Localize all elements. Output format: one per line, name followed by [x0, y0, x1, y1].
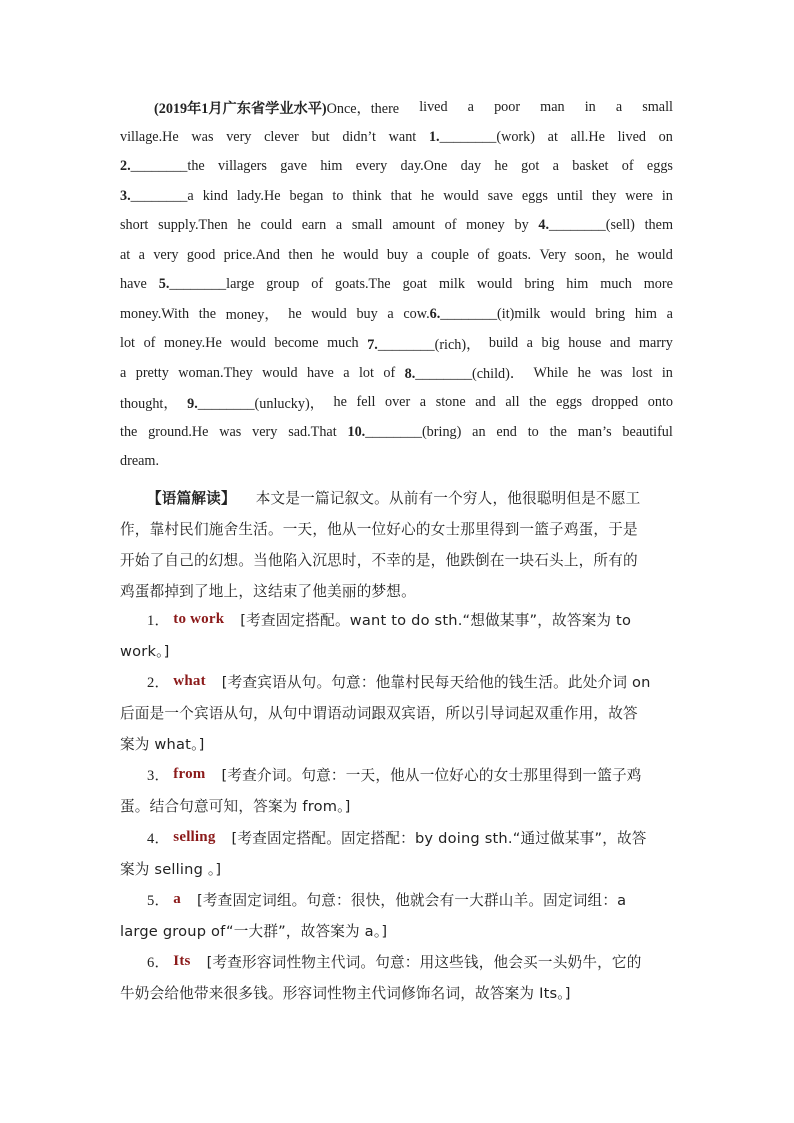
passage-word: man’s	[577, 423, 612, 440]
passage-word: good	[186, 246, 216, 263]
analysis-text: 本文是一篇记叙文。从前有一个穷人，他很聪明但是不愿工	[255, 490, 641, 507]
source-label: (2019年1月广东省学业水平)	[154, 100, 327, 117]
passage-word: milk	[438, 276, 465, 293]
passage-word: them	[644, 217, 673, 234]
cloze-blank-item: 5.________large	[158, 276, 255, 293]
passage-word: stone	[435, 394, 466, 411]
answer-number: 2．	[147, 675, 170, 691]
cloze-blank-item: 1.________(work)	[428, 128, 535, 145]
answer-key: selling	[173, 829, 216, 845]
passage-word: lady.He	[236, 187, 281, 204]
passage-word: fell	[356, 394, 376, 411]
passage-word: he	[494, 158, 508, 175]
passage-word: ground.He	[148, 423, 209, 440]
answer-explanation: [考查固定词组。句意：很快，他就会有一大群山羊。固定词组：a	[197, 892, 627, 909]
passage-word: goats.	[497, 246, 532, 263]
passage-word: goats.The	[335, 276, 391, 293]
passage-word: then	[288, 246, 313, 263]
answer-explanation: [考查形容词性物主代词。句意：用这些钱，他会买一头奶牛，它的	[206, 954, 642, 971]
passage-word: lost	[631, 364, 653, 381]
passage-word: dream.	[120, 453, 159, 470]
passage-word: Very	[539, 246, 567, 263]
passage-word: woman.They	[178, 364, 253, 381]
answer-item	[120, 946, 673, 1008]
answer-explanation: 蛋。结合句意可知，答案为 from。]	[120, 798, 351, 815]
passage-word: lived	[419, 99, 448, 116]
answer-key: from	[173, 766, 206, 782]
passage-word: that	[390, 187, 412, 204]
passage-word: at	[547, 128, 558, 145]
passage-word: day	[460, 158, 482, 175]
passage-word: a	[343, 364, 350, 381]
passage-word: on	[658, 128, 673, 145]
passage-word: was	[191, 128, 214, 145]
passage-word: dropped	[591, 394, 639, 411]
passage-word: he	[577, 364, 591, 381]
answer-explanation: 案为 selling 。]	[120, 861, 222, 878]
answer-key: to work	[173, 611, 225, 627]
passage-word: short	[120, 217, 149, 234]
passage-word: would	[476, 276, 513, 293]
answer-line	[120, 728, 673, 759]
passage-word: big	[541, 335, 560, 352]
passage-word: a	[419, 394, 427, 411]
passage-word: small	[351, 217, 383, 234]
passage-word: supply.Then	[158, 217, 228, 234]
cloze-blank-item: 10.________(bring)	[347, 423, 462, 440]
passage-word: began	[289, 187, 324, 204]
analysis-line	[120, 513, 673, 544]
passage-word: a	[666, 305, 673, 322]
cloze-blank-item: 4.________(sell)	[538, 217, 635, 234]
answer-item	[120, 822, 673, 884]
passage-word: a	[552, 158, 559, 175]
passage-word: him	[634, 305, 657, 322]
passage-word: at	[120, 246, 131, 263]
passage-word: the	[549, 423, 567, 440]
passage-word: couple	[431, 246, 469, 263]
passage-word: him	[566, 276, 589, 293]
answer-line	[120, 822, 673, 853]
answer-explanation: [考查介词。句意：一天，他从一位好心的女士那里得到一篮子鸡	[221, 767, 642, 784]
passage-word: he	[321, 246, 335, 263]
passage-word: lot	[120, 335, 135, 352]
passage-word: earn	[301, 217, 327, 234]
answer-item	[120, 884, 673, 946]
passage-word: a	[335, 217, 343, 234]
passage-word: much	[327, 335, 359, 352]
passage-word: money	[466, 217, 505, 234]
analysis-text: 鸡蛋都掉到了地上，这结束了他美丽的梦想。	[120, 583, 416, 600]
answer-number: 6．	[147, 955, 170, 971]
passage-word: of	[383, 364, 396, 381]
passage-word: thought，	[120, 395, 178, 412]
passage-word: didn’t	[342, 128, 376, 145]
passage-word: would	[342, 246, 379, 263]
passage-word: very	[252, 423, 278, 440]
cloze-blank-item: 7.________(rich)，	[367, 336, 481, 353]
passage-word: lived	[617, 128, 646, 145]
passage-word: have	[307, 364, 334, 381]
passage-word: and	[475, 394, 496, 411]
passage-word: small	[642, 99, 673, 116]
answer-line	[120, 946, 673, 977]
passage-word: of	[621, 158, 634, 175]
passage-word: basket	[572, 158, 609, 175]
passage-word: gave	[280, 158, 308, 175]
passage-word: very	[153, 246, 179, 263]
passage-line	[120, 418, 673, 448]
analysis-line	[120, 544, 673, 575]
answer-key: a	[173, 891, 181, 907]
passage-word: Once，there	[326, 100, 400, 117]
passage-word: could	[260, 217, 293, 234]
passage-word: kind	[202, 187, 228, 204]
cloze-blank-item: 2.________the	[120, 158, 205, 175]
passage-word: he	[288, 305, 302, 322]
passage-word: soon，he	[574, 248, 629, 265]
passage-word: was	[219, 423, 242, 440]
answer-explanation: 后面是一个宾语从句，从句中谓语动词跟双宾语，所以引导词起双重作用，故答	[120, 705, 638, 722]
passage-word: more	[643, 276, 673, 293]
passage-word: he	[420, 187, 435, 204]
passage-word: a	[615, 99, 623, 116]
answer-key: Its	[173, 953, 191, 969]
passage-word: buy	[356, 305, 378, 322]
passage-word: but	[311, 128, 330, 145]
passage-line	[120, 182, 673, 212]
answer-line	[120, 915, 673, 946]
answer-explanation: 案为 what。]	[120, 736, 205, 753]
passage-word: all.He	[570, 128, 605, 145]
passage-line	[120, 152, 673, 182]
passage-word: price.And	[223, 246, 280, 263]
answer-explanation: [考查固定搭配。固定搭配：by doing sth.“通过做某事”，故答	[231, 830, 647, 847]
passage-word: an	[472, 423, 486, 440]
passage-word: day.One	[400, 158, 448, 175]
analysis-text: 作，靠村民们施舍生活。一天，他从一位好心的女士那里得到一篮子鸡蛋，于是	[120, 521, 638, 538]
passage-word: in	[661, 187, 673, 204]
answer-item	[120, 604, 673, 666]
passage-word: bring	[524, 276, 555, 293]
answer-number: 3．	[147, 768, 170, 784]
passage-line	[120, 300, 673, 330]
passage-word: lot	[358, 364, 374, 381]
passage-word: marry	[639, 335, 673, 352]
cloze-blank-item: cow.6.________(it)milk	[403, 305, 541, 322]
passage-word: would	[443, 187, 479, 204]
passage-word: all	[505, 394, 520, 411]
answer-explanation: work。]	[120, 643, 170, 660]
answer-item	[120, 759, 673, 821]
passage-word: every	[355, 158, 388, 175]
passage-line	[120, 388, 673, 418]
answer-line	[120, 697, 673, 728]
passage-word: would	[637, 246, 673, 263]
passage-word: become	[274, 335, 319, 352]
passage-word: to	[332, 187, 344, 204]
passage-word: in	[661, 364, 673, 381]
passage-word: sad.That	[288, 423, 337, 440]
answer-line	[120, 604, 673, 635]
passage-word: build	[488, 335, 519, 352]
passage-word: until	[556, 187, 583, 204]
passage-word: the	[529, 394, 547, 411]
passage-word: clever	[264, 128, 299, 145]
cloze-blank-item: 9.________(unlucky)，	[187, 395, 324, 412]
passage-word: village.He	[120, 128, 179, 145]
passage-line	[120, 270, 673, 300]
passage-word: have	[120, 276, 147, 293]
passage-word: house	[568, 335, 602, 352]
passage-word: money.He	[163, 335, 222, 352]
passage-word: think	[352, 187, 382, 204]
passage-word: in	[584, 99, 596, 116]
passage-word: to	[527, 423, 539, 440]
answer-number: 5．	[147, 893, 170, 909]
answer-number: 1．	[147, 613, 170, 629]
analysis-text: 开始了自己的幻想。当他陷入沉思时，不幸的是，他跌倒在一块石头上，所有的	[120, 552, 638, 569]
passage-word: save	[487, 187, 513, 204]
passage-word: the	[120, 423, 138, 440]
passage-word: over	[384, 394, 411, 411]
passage-word: villagers	[218, 158, 267, 175]
analysis-line	[120, 482, 673, 513]
answer-key: what	[173, 673, 206, 689]
passage-word: were	[625, 187, 653, 204]
passage-word: a	[387, 305, 394, 322]
passage-word: money，	[225, 307, 279, 324]
passage-word: and	[609, 335, 631, 352]
passage-word: him	[320, 158, 343, 175]
passage-word: goat	[402, 276, 427, 293]
passage-word: end	[496, 423, 517, 440]
passage-word: beautiful	[622, 423, 673, 440]
passage-line	[120, 241, 673, 271]
answer-line	[120, 790, 673, 821]
answer-line	[120, 666, 673, 697]
passage-word: very	[226, 128, 252, 145]
passage-word: he	[237, 217, 251, 234]
passage-word: want	[388, 128, 417, 145]
passage-line	[120, 447, 673, 477]
passage-word: of	[444, 217, 457, 234]
passage-word: While	[533, 364, 569, 381]
passage-word: much	[600, 276, 632, 293]
passage-word: of	[477, 246, 490, 263]
passage-word: poor	[494, 99, 521, 116]
passage-word: money.With	[120, 305, 190, 322]
passage-word: eggs	[646, 158, 673, 175]
answer-line	[120, 977, 673, 1008]
passage-word: pretty	[135, 364, 169, 381]
passage-source-and-first-word	[154, 98, 399, 118]
answer-line	[120, 759, 673, 790]
passage-word: the	[198, 305, 217, 322]
passage-line	[120, 123, 673, 153]
passage-word: eggs	[556, 394, 583, 411]
passage-word: man	[540, 99, 565, 116]
passage-word: of	[143, 335, 156, 352]
answer-explanation: large group of“一大群”，故答案为 a。]	[120, 923, 388, 940]
answer-item	[120, 666, 673, 759]
cloze-blank-item: 8.________(child)．	[404, 366, 525, 383]
passage-line	[120, 211, 673, 241]
passage-word: buy	[386, 246, 409, 263]
passage-word: a	[138, 246, 145, 263]
answer-line	[120, 884, 673, 915]
answer-explanation: [考查固定搭配。want to do sth.“想做某事”，故答案为 to	[240, 612, 632, 629]
analysis-line	[120, 575, 673, 606]
passage-word: a	[467, 99, 474, 116]
passage-word: group	[266, 276, 300, 293]
answer-explanation: [考查宾语从句。句意：他靠村民每天给他的钱生活。此处介词 on	[221, 674, 651, 691]
passage-word: bring	[595, 305, 626, 322]
analysis-tag: 【语篇解读】	[147, 490, 236, 507]
passage-word: would	[311, 305, 347, 322]
passage-word: would	[230, 335, 266, 352]
passage-word: he	[333, 394, 347, 411]
passage-word: would	[550, 305, 586, 322]
passage-word: eggs	[521, 187, 548, 204]
passage-word: amount	[392, 217, 435, 234]
cloze-passage	[120, 93, 673, 477]
passage-word: by	[514, 217, 529, 234]
passage-word: they	[591, 187, 617, 204]
answer-line	[120, 853, 673, 884]
passage-analysis	[120, 482, 673, 606]
passage-word: onto	[647, 394, 673, 411]
passage-word: got	[521, 158, 540, 175]
passage-word: a	[526, 335, 533, 352]
passage-word: was	[600, 364, 623, 381]
passage-line	[120, 329, 673, 359]
passage-word: a	[416, 246, 423, 263]
passage-word: would	[262, 364, 298, 381]
passage-line	[120, 359, 673, 389]
passage-line	[120, 93, 673, 123]
answer-explanation: 牛奶会给他带来很多钱。形容词性物主代词修饰名词，故答案为 Its。]	[120, 985, 571, 1002]
cloze-blank-item: 3.________a	[120, 187, 194, 204]
passage-word: of	[311, 276, 324, 293]
answer-number: 4．	[147, 831, 170, 847]
answer-line	[120, 635, 673, 666]
passage-word: a	[120, 364, 127, 381]
